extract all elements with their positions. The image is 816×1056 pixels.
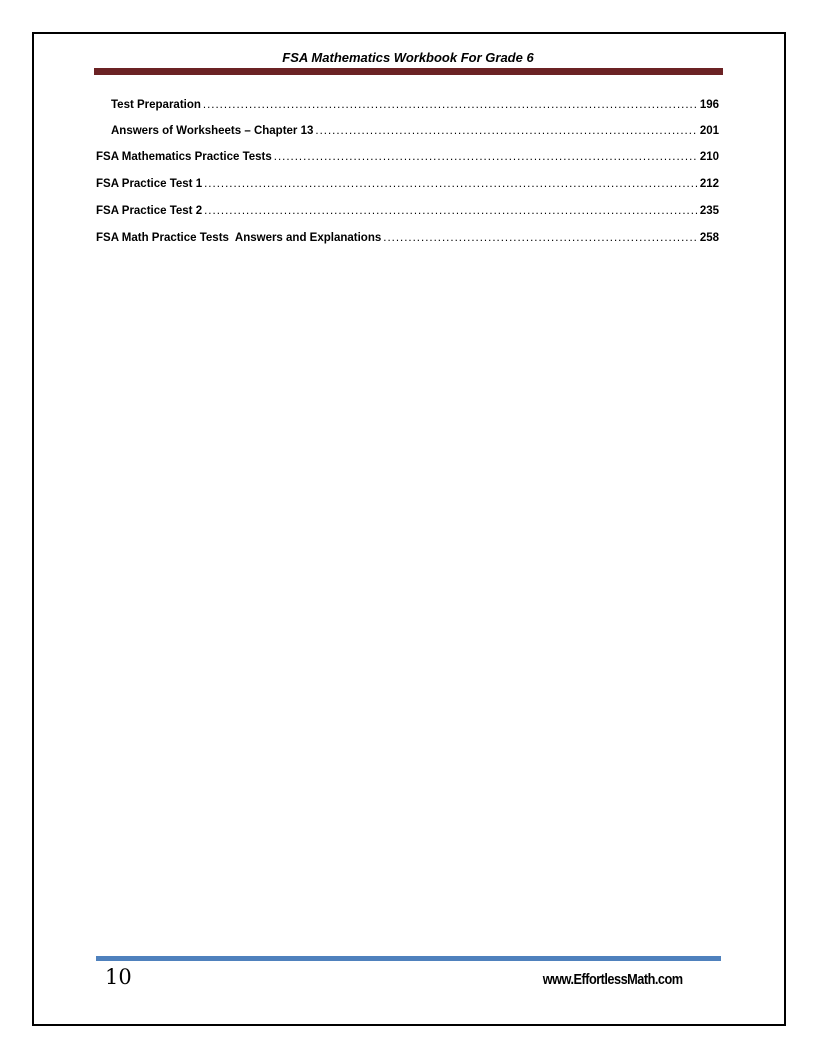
toc-leader-dots <box>383 230 698 246</box>
toc-leader-dots <box>204 176 698 192</box>
toc-entry-page: 235 <box>699 205 719 217</box>
toc-entry-page: 196 <box>699 99 719 111</box>
toc-leader-dots <box>315 123 697 139</box>
toc-leader-dots <box>204 203 698 219</box>
toc-entry[interactable] <box>96 149 719 176</box>
toc-entry-label: FSA Practice Test 1 <box>96 178 203 190</box>
toc-entry-page: 201 <box>699 125 719 137</box>
toc-entry-label: Test Preparation <box>111 99 201 111</box>
toc-leader-dots <box>274 149 698 165</box>
toc-entry-page: 210 <box>699 151 719 163</box>
toc-entry[interactable] <box>96 123 719 149</box>
footer-divider <box>96 956 721 961</box>
website-link[interactable]: www.EffortlessMath.com <box>543 971 683 988</box>
toc-entry-label: FSA Practice Test 2 <box>96 205 203 217</box>
page-number: 10 <box>105 965 132 989</box>
toc-entry[interactable] <box>96 97 719 123</box>
table-of-contents <box>96 97 719 256</box>
toc-entry-label: Answers of Worksheets – Chapter 13 <box>111 125 314 137</box>
toc-entry-label: FSA Math Practice Tests Answers and Explanations <box>96 232 382 244</box>
header-title: FSA Mathematics Workbook For Grade 6 <box>282 50 534 65</box>
toc-entry[interactable] <box>96 230 719 256</box>
toc-entry-page: 212 <box>699 178 719 190</box>
header-divider <box>94 68 723 75</box>
toc-entry[interactable] <box>96 176 719 203</box>
toc-entry[interactable] <box>96 203 719 230</box>
toc-leader-dots <box>203 97 698 113</box>
toc-entry-page: 258 <box>699 232 719 244</box>
toc-entry-label: FSA Mathematics Practice Tests <box>96 151 272 163</box>
